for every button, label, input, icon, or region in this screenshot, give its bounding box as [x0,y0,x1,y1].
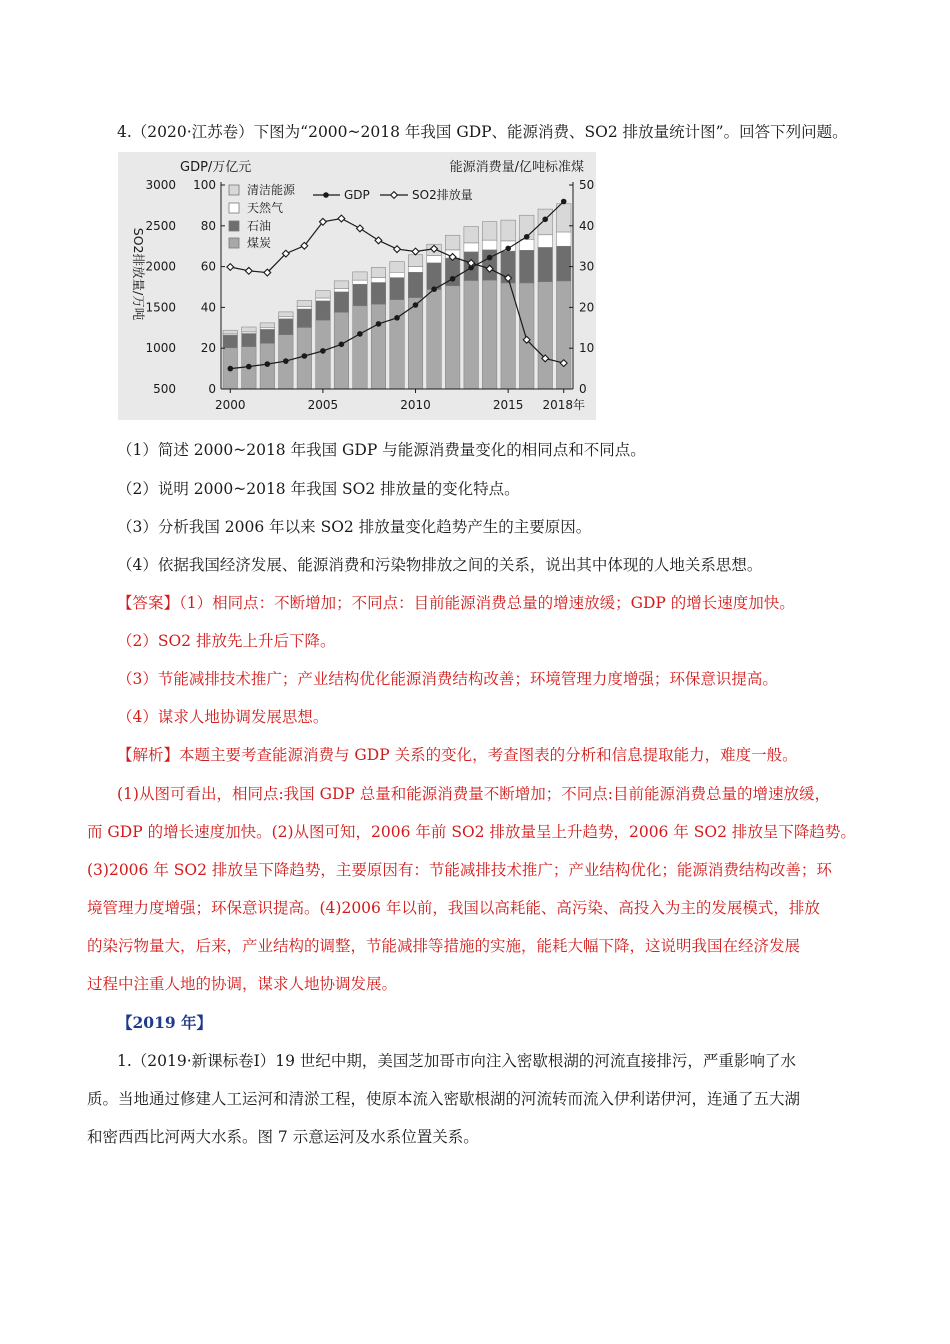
gdp-point-2007 [357,331,363,337]
bar-coal-2017 [538,282,553,389]
gdp-tick-label: 20 [200,341,216,356]
energy-axis-title: 能源消费量/亿吨标准煤 [449,160,584,175]
analysis-line4: (3)2006 年 SO2 排放呈下降趋势，主要原因有：节能减排技术推广；产业结构优化；能源消费结构改善；环 [87,861,832,879]
bar-oil-2017 [538,247,553,281]
energy-tick-label: 30 [579,259,595,274]
gdp-point-2010 [413,302,419,308]
gdp-tick-label: 0 [208,382,216,396]
gdp-tick-label: 60 [200,259,216,274]
bar-coal-2007 [353,306,368,389]
bar-oil-2010 [408,272,423,297]
bar-oil-2003 [279,319,294,335]
legend-swatch-oil [229,221,239,231]
so2-tick-label: 2000 [145,259,176,274]
analysis-line5: 境管理力度增强；环保意识提高。(4)2006 年以前，我国以高耗能、高污染、高投入为主的发展模式，排放 [87,899,820,917]
bar-oil-2009 [390,278,405,300]
gdp-axis-title: GDP/万亿元 [180,160,252,175]
bar-gas-2003 [279,317,294,319]
bar-coal-2009 [390,300,405,389]
question4-sub2: （2）说明 2000~2018 年我国 SO2 排放量的变化特点。 [117,480,520,498]
legend-label-oil: 石油 [247,219,272,233]
analysis-line6: 的染污物量大，后来，产业结构的调整，节能减排等措施的实施，能耗大幅下降，这说明我国在经济发展 [87,937,801,955]
bar-oil-2016 [520,250,535,283]
so2-tick-label: 2500 [145,218,176,233]
bar-gas-2017 [538,235,553,248]
question4-sub3: （3）分析我国 2006 年以来 SO2 排放量变化趋势产生的主要原因。 [117,518,592,536]
bar-clean-2001 [242,327,257,332]
bar-clean-2004 [297,301,312,307]
bar-clean-2006 [334,281,349,289]
answer-line2: （2）SO2 排放先上升后下降。 [117,632,336,650]
bar-gas-2004 [297,307,312,309]
bar-coal-2011 [427,289,442,389]
so2-tick-label: 500 [153,382,176,396]
gdp-point-2012 [450,276,456,282]
legend-label-gas: 天然气 [247,201,284,215]
energy-tick-label: 40 [579,218,595,233]
bar-clean-2013 [464,227,479,243]
year-heading: 【2019 年】 [117,1013,213,1032]
bar-gas-2009 [390,272,405,277]
gdp-point-2018 [561,199,567,205]
gdp-point-2015 [505,246,511,252]
bar-clean-2007 [353,272,368,280]
gdp-point-2011 [431,286,437,292]
bar-oil-2007 [353,284,368,306]
question1-line1: 1.（2019·新课标卷Ⅰ）19 世纪中期，美国芝加哥市向注入密歇根湖的河流直接排污，严重影响了水 [117,1052,796,1070]
so2-axis-title: SO2排放量/万吨 [131,227,146,321]
bar-coal-2018 [557,281,572,389]
bar-clean-2008 [371,267,386,277]
answer-line4: （4）谋求人地协调发展思想。 [117,708,329,726]
x-tick-label: 2005 [307,398,339,412]
analysis-line2: (1)从图可看出，相同点:我国 GDP 总量和能源消费量不断增加；不同点:目前能源消费总量的增速放缓， [117,785,830,803]
bar-gas-2013 [464,243,479,252]
bar-oil-2004 [297,309,312,327]
bar-clean-2018 [557,204,572,232]
bar-coal-2010 [408,298,423,389]
bar-clean-2015 [501,220,516,241]
energy-tick-label: 0 [579,382,587,396]
bar-gas-2018 [557,232,572,246]
answer-line1: 【答案】（1）相同点：不断增加；不同点：目前能源消费总量的增速放缓；GDP 的增长速度加快。 [117,594,795,612]
gdp-point-2000 [228,366,234,372]
bar-oil-2000 [223,335,238,348]
bar-clean-2010 [408,255,423,267]
legend-label-so2: SO2排放量 [412,188,473,202]
question4-sub4: （4）依据我国经济发展、能源消费和污染物排放之间的关系，说出其中体现的人地关系思想。 [117,556,763,574]
bar-gas-2011 [427,256,442,263]
analysis-line3: 而 GDP 的增长速度加快。(2)从图可知，2006 年前 SO2 排放量呈上升趋势，2006 年 SO2 排放呈下降趋势。 [87,823,856,841]
bar-oil-2006 [334,292,349,312]
x-tick-label: 2000 [214,398,246,412]
bar-oil-2011 [427,263,442,290]
bar-oil-2002 [260,329,275,343]
bar-oil-2001 [242,334,257,347]
legend-swatch-coal [229,238,239,248]
bar-coal-2013 [464,281,479,390]
gdp-tick-label: 40 [200,300,216,315]
gdp-point-2005 [320,348,326,354]
question4-sub1: （1）简述 2000~2018 年我国 GDP 与能源消费量变化的相同点和不同点。 [117,441,646,459]
bar-oil-2005 [316,301,331,320]
bar-clean-2009 [390,262,405,273]
x-tick-label: 2018年 [542,398,586,412]
bar-clean-2014 [482,222,497,240]
gdp-tick-label: 100 [193,178,216,192]
bar-gas-2014 [482,240,497,250]
analysis-line7: 过程中注重人地的协调，谋求人地协调发展。 [87,975,398,993]
gdp-tick-label: 80 [200,218,216,233]
question1-line2: 质。当地通过修建人工运河和清淤工程，使原本流入密歇根湖的河流转而流入伊利诺伊河，连通了五大湖 [87,1090,801,1108]
question1-line3: 和密西西比河两大水系。图 7 示意运河及水系位置关系。 [87,1128,479,1146]
energy-tick-label: 20 [579,300,595,315]
answer-line3: （3）节能减排技术推广；产业结构优化能源消费结构改善；环境管理力度增强；环保意识提高。 [117,670,778,688]
energy-tick-label: 50 [579,178,595,192]
gdp-point-2017 [542,217,548,223]
so2-tick-label: 1500 [145,300,176,315]
gdp-point-2001 [246,364,252,370]
x-tick-label: 2015 [492,398,524,412]
bar-coal-2015 [501,283,516,389]
analysis-line1: 【解析】本题主要考查能源消费与 GDP 关系的变化，考查图表的分析和信息提取能力，难度一般。 [117,746,798,764]
so2-tick-label: 3000 [145,178,176,192]
bar-gas-2005 [316,298,331,301]
gdp-point-2008 [376,321,382,327]
bar-gas-2006 [334,289,349,292]
gdp-point-2014 [487,255,493,261]
bar-oil-2018 [557,246,572,281]
bar-clean-2003 [279,312,294,317]
bar-coal-2012 [445,286,460,389]
bar-clean-2005 [316,291,331,298]
bar-coal-2005 [316,320,331,389]
gdp-point-2009 [394,315,400,321]
question4-intro: 4.（2020·江苏卷）下图为“2000~2018 年我国 GDP、能源消费、SO2 排放量统计图”。回答下列问题。 [117,123,848,141]
energy-tick-label: 10 [579,341,595,356]
legend-swatch-clean [229,185,239,195]
legend-gdp-marker [323,192,329,198]
x-tick-label: 2010 [400,398,431,412]
bar-clean-2002 [260,323,275,328]
bar-gas-2007 [353,280,368,284]
legend-label-clean: 清洁能源 [247,183,296,197]
gdp-point-2006 [339,342,345,348]
legend-label-gdp: GDP [344,188,370,202]
bar-gas-2008 [371,278,386,283]
gdp-energy-so2-chart [118,152,596,420]
bar-clean-2012 [445,235,460,250]
gdp-point-2002 [265,361,271,367]
gdp-point-2003 [283,358,289,364]
legend-label-coal: 煤炭 [247,236,272,250]
bar-coal-2006 [334,312,349,389]
so2-tick-label: 1000 [145,341,176,356]
bar-clean-2000 [223,330,238,334]
bar-oil-2008 [371,283,386,305]
bar-gas-2010 [408,267,423,273]
bar-gas-2016 [520,239,535,250]
gdp-point-2016 [524,234,530,240]
bar-coal-2008 [371,304,386,389]
bar-coal-2014 [482,280,497,389]
gdp-point-2004 [302,353,308,359]
legend-swatch-gas [229,203,239,213]
